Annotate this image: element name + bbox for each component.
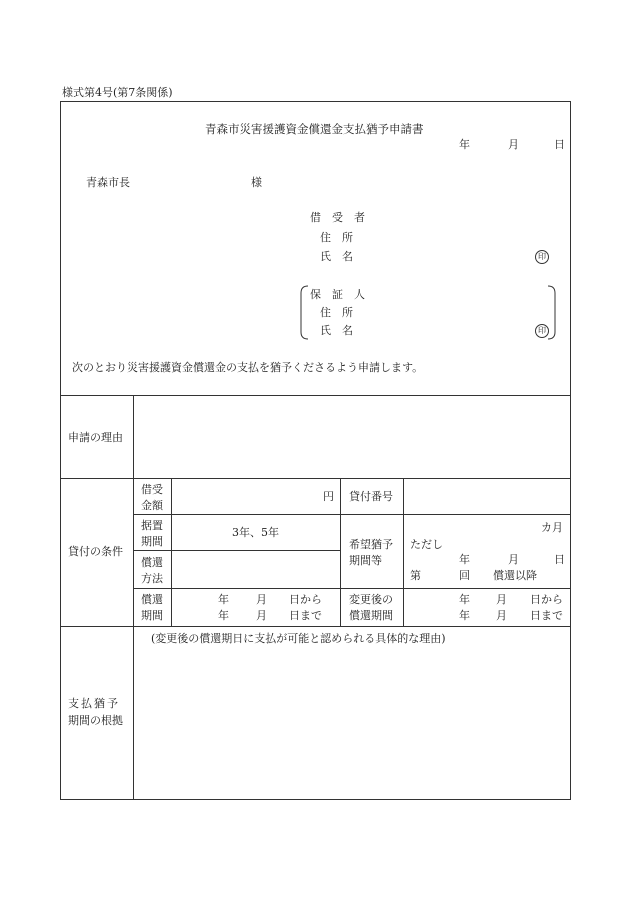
guarantor-heading: 保 証 人 [310, 288, 365, 301]
repay-method-label-2: 方法 [141, 572, 163, 585]
borrower-name-label: 氏 名 [320, 250, 353, 263]
addressee-honorific: 様 [251, 176, 262, 189]
rule [171, 478, 172, 626]
repay-method-label-1: 償還 [141, 556, 163, 569]
deferral-day: 日 [554, 553, 565, 566]
borrower-heading: 借 受 者 [310, 211, 365, 224]
rule [60, 478, 571, 479]
rule [340, 478, 341, 626]
date-month: 月 [508, 138, 519, 151]
form-number: 様式第4号(第7条関係) [62, 86, 173, 99]
changed-from-year: 年 [459, 593, 470, 606]
after-repay-text: 償還以降 [493, 569, 537, 582]
tadashi-text: ただし [410, 538, 443, 551]
changed-period-label-2: 償還期間 [349, 609, 393, 622]
months-unit: カ月 [541, 521, 563, 534]
loan-number-label: 貸付番号 [349, 490, 393, 503]
conditions-label: 貸付の条件 [68, 545, 123, 558]
loan-amount-label-1: 借受 [141, 483, 163, 496]
reason-label: 申請の理由 [68, 431, 123, 444]
repay-period-label-2: 期間 [141, 609, 163, 622]
rule [133, 514, 571, 515]
date-day: 日 [554, 138, 565, 151]
deferral-year: 年 [459, 553, 470, 566]
rule [60, 626, 571, 627]
rule [133, 550, 340, 551]
rule [60, 395, 571, 396]
repay-to-suffix: 日まで [289, 609, 322, 622]
changed-to-suffix: 日まで [530, 609, 563, 622]
guarantor-address-label: 住 所 [320, 306, 353, 319]
repay-from-year: 年 [218, 593, 229, 606]
request-statement: 次のとおり災害援護資金償還金の支払を猶予くださるよう申請します。 [72, 361, 424, 374]
kai-text: 回 [459, 569, 470, 582]
yen-unit: 円 [323, 490, 334, 503]
deferral-label-1: 希望猶予 [349, 538, 393, 551]
borrower-address-label: 住 所 [320, 231, 353, 244]
guarantor-name-label: 氏 名 [320, 324, 353, 337]
repay-to-month: 月 [256, 609, 267, 622]
repay-from-suffix: 日から [289, 593, 322, 606]
grace-label-2: 期間 [141, 535, 163, 548]
addressee-name: 青森市長 [86, 176, 130, 189]
changed-period-label-1: 変更後の [349, 593, 393, 606]
borrower-seal-mark: 印 [535, 250, 549, 264]
repay-period-label-1: 償還 [141, 593, 163, 606]
date-year: 年 [459, 138, 470, 151]
grounds-label-2: 期間の根拠 [68, 714, 123, 727]
changed-from-suffix: 日から [530, 593, 563, 606]
deferral-label-2: 期間等 [349, 554, 382, 567]
deferral-month: 月 [508, 553, 519, 566]
rule [133, 588, 571, 589]
dai-text: 第 [410, 569, 421, 582]
changed-to-year: 年 [459, 609, 470, 622]
rule [133, 395, 134, 800]
grounds-label-1: 支払猶予 [68, 697, 120, 710]
guarantor-seal-mark: 印 [535, 324, 549, 338]
loan-amount-label-2: 金額 [141, 499, 163, 512]
grace-value: 3年、5年 [232, 526, 279, 539]
repay-to-year: 年 [218, 609, 229, 622]
changed-from-month: 月 [496, 593, 507, 606]
changed-to-month: 月 [496, 609, 507, 622]
repay-from-month: 月 [256, 593, 267, 606]
form-frame [60, 101, 571, 800]
rule [403, 478, 404, 626]
form-title: 青森市災害援護資金償還金支払猶予申請書 [205, 122, 424, 136]
grounds-note: (変更後の償還期日に支払が可能と認められる具体的な理由) [151, 632, 446, 645]
grace-label-1: 据置 [141, 519, 163, 532]
